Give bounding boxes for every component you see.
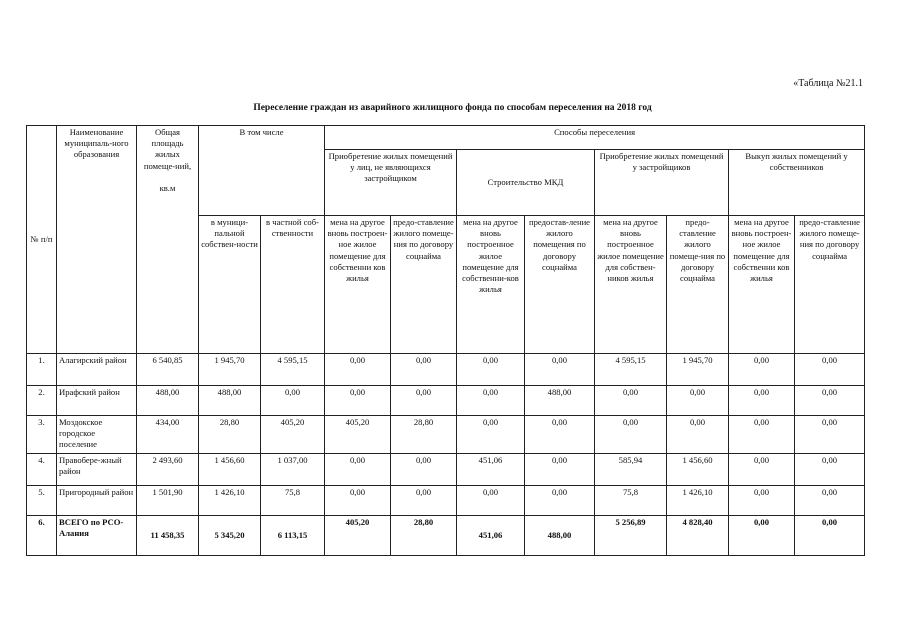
row-value: 0,00 <box>729 454 795 486</box>
row-value: 0,00 <box>595 386 667 416</box>
row-value: 0,00 <box>525 354 595 386</box>
subheader-private: в частной соб-ственности <box>261 216 325 354</box>
total-private: 6 113,15 <box>261 516 325 556</box>
row-private: 4 595,15 <box>261 354 325 386</box>
row-value: 0,00 <box>457 386 525 416</box>
col-header-num: № п/п <box>27 126 57 354</box>
col-header-area-text: Общая площадь жилых помеще-ний, <box>143 127 192 171</box>
document-title: Переселение граждан из аварийного жилищного фонда по способам переселения на 2018 год <box>253 103 652 113</box>
table-row <box>27 486 865 516</box>
total-num: 6. <box>27 516 57 556</box>
total-value: 0,00 <box>729 516 795 556</box>
total-municipal: 5 345,20 <box>199 516 261 556</box>
subheader-g1-exchange: мена на другое вновь построен-ное жилое помещение для собственни ков жилья <box>325 216 391 354</box>
subheader-g2-exchange: мена на другое вновь построенное жилое помещение для собственни-ков жилья <box>457 216 525 354</box>
row-value: 585,94 <box>595 454 667 486</box>
group-header-buyout: Выкуп жилых помещений у собственников <box>729 150 865 216</box>
row-area: 434,00 <box>137 416 199 454</box>
total-value: 405,20 <box>325 516 391 556</box>
row-value: 0,00 <box>795 454 865 486</box>
row-name: Пригородный район <box>57 486 137 516</box>
subheader-g3-social: предо-ставление жилого помеще-ния по договору соцнайма <box>667 216 729 354</box>
row-private: 1 037,00 <box>261 454 325 486</box>
subheader-g4-social: предо-ставление жилого помеще-ния по договору соцнайма <box>795 216 865 354</box>
row-value: 0,00 <box>729 416 795 454</box>
subheader-g1-social: предо-ставление жилого помеще-ния по договору соцнайма <box>391 216 457 354</box>
col-header-including: В том числе <box>199 126 325 216</box>
row-value: 0,00 <box>457 486 525 516</box>
row-municipal: 1 945,70 <box>199 354 261 386</box>
table-number-label: «Таблица №21.1 <box>793 78 863 89</box>
row-value: 0,00 <box>391 454 457 486</box>
row-value: 0,00 <box>325 354 391 386</box>
row-area: 2 493,60 <box>137 454 199 486</box>
row-value: 75,8 <box>595 486 667 516</box>
row-value: 0,00 <box>795 354 865 386</box>
row-value: 0,00 <box>729 386 795 416</box>
row-area: 488,00 <box>137 386 199 416</box>
row-value: 0,00 <box>795 416 865 454</box>
row-value: 1 456,60 <box>667 454 729 486</box>
row-municipal: 488,00 <box>199 386 261 416</box>
col-header-name: Наименование муниципаль-ного образования <box>57 126 137 354</box>
row-value: 0,00 <box>667 386 729 416</box>
row-value: 0,00 <box>795 486 865 516</box>
total-value: 0,00 <box>795 516 865 556</box>
group-header-purchase-non-developer: Приобретение жилых помещений у лиц, не являющихся застройщиком <box>325 150 457 216</box>
row-value: 1 426,10 <box>667 486 729 516</box>
row-name: Правобере-жный район <box>57 454 137 486</box>
row-municipal: 28,80 <box>199 416 261 454</box>
row-num: 2. <box>27 386 57 416</box>
row-value: 0,00 <box>525 416 595 454</box>
group-header-purchase-developer: Приобретение жилых помещений у застройщиков <box>595 150 729 216</box>
table-row <box>27 354 865 386</box>
row-municipal: 1 426,10 <box>199 486 261 516</box>
row-value: 0,00 <box>457 416 525 454</box>
col-header-area <box>137 126 199 354</box>
total-value: 488,00 <box>525 516 595 556</box>
col-header-area-unit: кв.м <box>159 183 176 194</box>
group-header-construction: Строительство МКД <box>457 150 595 216</box>
total-value: 451,06 <box>457 516 525 556</box>
total-area: 11 458,35 <box>137 516 199 556</box>
row-name: Алагирский район <box>57 354 137 386</box>
table-row <box>27 386 865 416</box>
subheader-municipal: в муници-пальной собствен-ности <box>199 216 261 354</box>
row-value: 0,00 <box>525 454 595 486</box>
subheader-g4-exchange: мена на другое вновь построен-ное жилое помещение для собственни ков жилья <box>729 216 795 354</box>
resettlement-table <box>26 125 865 556</box>
row-value: 4 595,15 <box>595 354 667 386</box>
table-row <box>27 416 865 454</box>
row-value: 0,00 <box>325 454 391 486</box>
total-value: 4 828,40 <box>667 516 729 556</box>
total-name: ВСЕГО по РСО-Алания <box>57 516 137 556</box>
row-municipal: 1 456,60 <box>199 454 261 486</box>
row-value: 0,00 <box>795 386 865 416</box>
row-value: 28,80 <box>391 416 457 454</box>
table-row <box>27 454 865 486</box>
row-value: 0,00 <box>667 416 729 454</box>
row-value: 0,00 <box>391 486 457 516</box>
row-num: 1. <box>27 354 57 386</box>
row-num: 4. <box>27 454 57 486</box>
row-area: 1 501,90 <box>137 486 199 516</box>
row-value: 0,00 <box>325 386 391 416</box>
row-value: 405,20 <box>325 416 391 454</box>
row-value: 488,00 <box>525 386 595 416</box>
row-area: 6 540,85 <box>137 354 199 386</box>
row-value: 451,06 <box>457 454 525 486</box>
subheader-g3-exchange: мена на другое вновь построенное жилое помещение для собствен-ников жилья <box>595 216 667 354</box>
row-value: 0,00 <box>457 354 525 386</box>
row-private: 0,00 <box>261 386 325 416</box>
row-private: 405,20 <box>261 416 325 454</box>
table-row-total <box>27 516 865 556</box>
row-value: 0,00 <box>525 486 595 516</box>
row-value: 0,00 <box>729 354 795 386</box>
row-num: 5. <box>27 486 57 516</box>
subheader-g2-social: предостав-ление жилого помещения по договору соцнайма <box>525 216 595 354</box>
col-header-methods: Способы переселения <box>325 126 865 150</box>
row-value: 0,00 <box>391 386 457 416</box>
row-name: Моздокское городское поселение <box>57 416 137 454</box>
row-value: 0,00 <box>325 486 391 516</box>
row-private: 75,8 <box>261 486 325 516</box>
row-value: 0,00 <box>391 354 457 386</box>
row-value: 1 945,70 <box>667 354 729 386</box>
row-num: 3. <box>27 416 57 454</box>
total-value: 28,80 <box>391 516 457 556</box>
row-value: 0,00 <box>729 486 795 516</box>
row-name: Ирафский район <box>57 386 137 416</box>
row-value: 0,00 <box>595 416 667 454</box>
total-value: 5 256,89 <box>595 516 667 556</box>
